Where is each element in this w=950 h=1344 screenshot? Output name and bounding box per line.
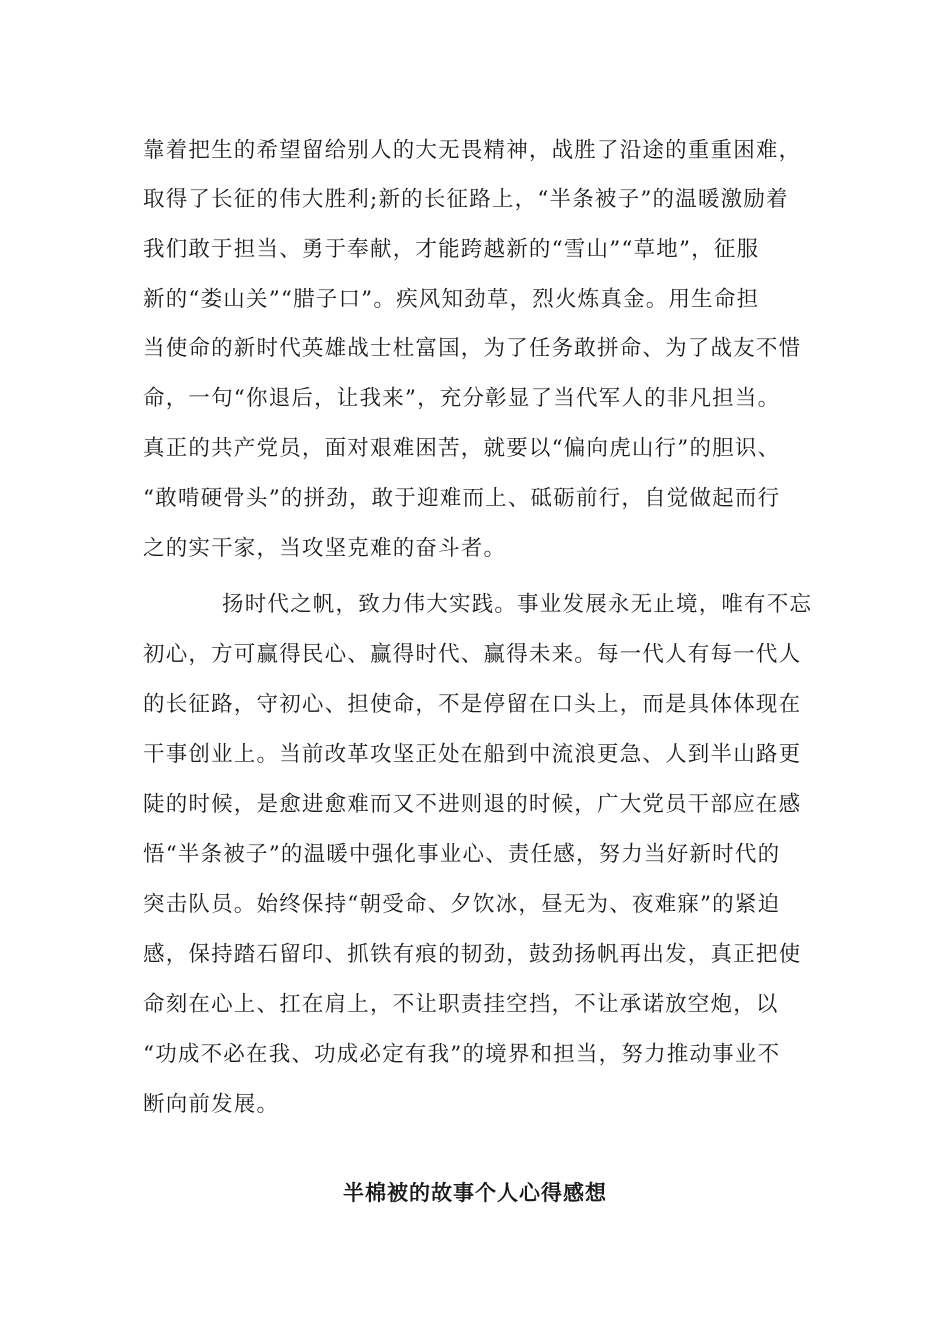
paragraph-1-line-8: “敢啃硬骨头”的拼劲，敢于迎难而上、砥砺前行，自觉做起而行 — [143, 486, 781, 511]
paragraph-2-line-10: “功成不必在我、功成必定有我”的境界和担当，努力推动事业不 — [143, 1042, 781, 1067]
paragraph-1-line-4: 新的“娄山关”“腊子口”。疾风知劲草，烈火炼真金。用生命担 — [143, 287, 760, 312]
paragraph-2-line-11: 断向前发展。 — [143, 1092, 280, 1117]
paragraph-2-line-6: 悟“半条被子”的温暖中强化事业心、责任感，努力当好新时代的 — [143, 842, 781, 867]
section-heading: 半棉被的故事个人心得感想 — [343, 1180, 607, 1205]
paragraph-2-line-5: 陡的时候，是愈进愈难而又不进则退的时候，广大党员干部应在感 — [143, 792, 802, 817]
paragraph-2-line-7: 突击队员。始终保持“朝受命、夕饮冰，昼无为、夜难寐”的紧迫 — [143, 892, 781, 917]
paragraph-2-line-2: 初心，方可赢得民心、赢得时代、赢得未来。每一代人有每一代人 — [143, 642, 802, 667]
paragraph-1-line-3: 我们敢于担当、勇于奉献，才能跨越新的“雪山”“草地”，征服 — [143, 237, 760, 262]
paragraph-1-line-9: 之的实干家，当攻坚克难的奋斗者。 — [143, 536, 507, 561]
paragraph-2-line-4: 干事创业上。当前改革攻坚正处在船到中流浪更急、人到半山路更 — [143, 742, 802, 767]
paragraph-1-line-2: 取得了长征的伟大胜利;新的长征路上，“半条被子”的温暖激励着 — [143, 187, 789, 212]
paragraph-2-line-1: 扬时代之帆，致力伟大实践。事业发展永无止境，唯有不忘 — [222, 592, 813, 617]
paragraph-1-line-7: 真正的共产党员，面对艰难困苦，就要以“偏向虎山行”的胆识、 — [143, 436, 781, 461]
paragraph-1-line-6: 命，一句“你退后，让我来”，充分彰显了当代军人的非凡担当。 — [143, 386, 781, 411]
paragraph-2-line-8: 感，保持踏石留印、抓铁有痕的韧劲，鼓劲扬帆再出发，真正把使 — [143, 942, 802, 967]
paragraph-1-line-1: 靠着把生的希望留给别人的大无畏精神，战胜了沿途的重重困难， — [143, 138, 802, 163]
paragraph-2-line-9: 命刻在心上、扛在肩上，不让职责挂空挡，不让承诺放空炮，以 — [143, 992, 779, 1017]
paragraph-2-line-3: 的长征路，守初心、担使命，不是停留在口头上，而是具体体现在 — [143, 692, 802, 717]
paragraph-1-line-5: 当使命的新时代英雄战士杜富国，为了任务敢拼命、为了战友不惜 — [143, 336, 802, 361]
